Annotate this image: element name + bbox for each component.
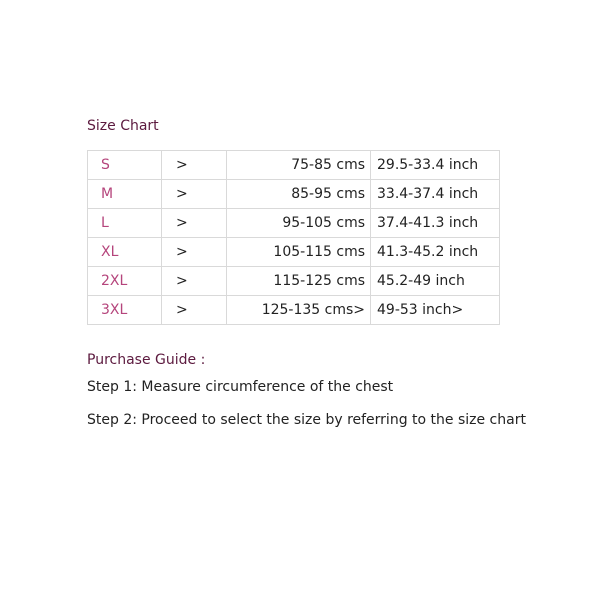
size-label: L [88, 209, 162, 238]
arrow-icon: > [162, 296, 227, 325]
size-chart-table [87, 150, 500, 325]
size-label: 2XL [88, 267, 162, 296]
table-row [88, 209, 500, 238]
cms-range: 115-125 cms [227, 267, 371, 296]
size-chart-title: Size Chart [87, 118, 159, 134]
inch-range: 49-53 inch> [371, 296, 500, 325]
arrow-icon: > [162, 180, 227, 209]
arrow-icon: > [162, 238, 227, 267]
inch-range: 41.3-45.2 inch [371, 238, 500, 267]
arrow-icon: > [162, 267, 227, 296]
cms-range: 85-95 cms [227, 180, 371, 209]
arrow-icon: > [162, 209, 227, 238]
step-1-text: Step 1: Measure circumference of the chest [87, 379, 394, 395]
cms-range: 95-105 cms [227, 209, 371, 238]
size-label: M [88, 180, 162, 209]
size-label: XL [88, 238, 162, 267]
size-label: 3XL [88, 296, 162, 325]
table-row [88, 296, 500, 325]
table-row [88, 238, 500, 267]
arrow-icon: > [162, 151, 227, 180]
cms-range: 125-135 cms> [227, 296, 371, 325]
step-2-text: Step 2: Proceed to select the size by referring to the size chart [87, 412, 526, 428]
inch-range: 37.4-41.3 inch [371, 209, 500, 238]
table-row [88, 151, 500, 180]
size-label: S [88, 151, 162, 180]
inch-range: 33.4-37.4 inch [371, 180, 500, 209]
table-row [88, 267, 500, 296]
purchase-guide-title: Purchase Guide : [87, 352, 206, 368]
inch-range: 45.2-49 inch [371, 267, 500, 296]
cms-range: 105-115 cms [227, 238, 371, 267]
cms-range: 75-85 cms [227, 151, 371, 180]
table-row [88, 180, 500, 209]
inch-range: 29.5-33.4 inch [371, 151, 500, 180]
